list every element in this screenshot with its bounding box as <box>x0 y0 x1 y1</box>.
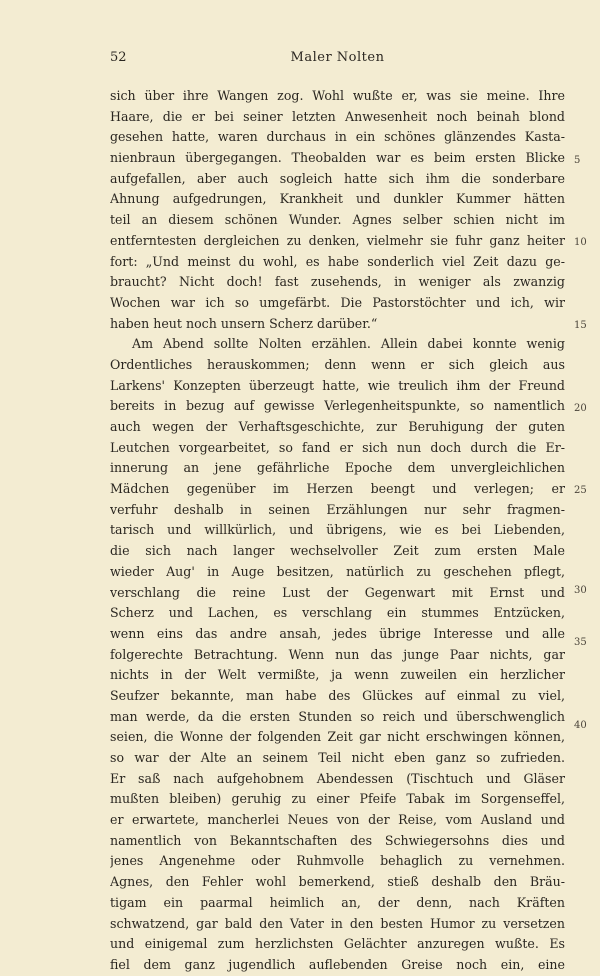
line-number-40: 40 <box>574 720 587 731</box>
text-line: Er saß nach aufgehobnem Abendessen (Tischtuch und Gläser <box>110 770 565 786</box>
text-line: man werde, da die ersten Stunden so reich und überschwenglich <box>110 708 565 724</box>
text-line: fiel dem ganz jugendlich auflebenden Greise noch ein, eine <box>110 956 565 972</box>
text-line: haben heut noch unsern Scherz darüber.“ <box>110 315 378 331</box>
text-line: Ordentliches herauskommen; denn wenn er sich gleich aus <box>110 356 565 372</box>
text-line: die sich nach langer wechselvoller Zeit zum ersten Male <box>110 543 565 559</box>
text-line: teil an diesem schönen Wunder. Agnes selber schien nicht im <box>110 212 565 228</box>
text-line: tarisch und willkürlich, und übrigens, wie es bei Liebenden, <box>110 522 565 538</box>
text-line: innerung an jene gefährliche Epoche dem unvergleichlichen <box>110 460 565 476</box>
text-line: auch wegen der Verhaftsgeschichte, zur Beruhigung der guten <box>110 419 565 434</box>
text-line: nienbraun übergegangen. Theobalden war es beim ersten Blicke <box>110 150 565 166</box>
text-line: so war der Alte an seinem Teil nicht eben ganz so zufrieden. <box>110 750 565 765</box>
line-number-25: 25 <box>574 485 587 496</box>
line-number-5: 5 <box>574 155 581 166</box>
page-header <box>110 50 565 70</box>
text-line: jenes Angenehme oder Ruhmvolle behaglich zu vernehmen. <box>110 853 565 869</box>
text-line: Scherz und Lachen, es verschlang ein stummes Entzücken, <box>110 605 565 621</box>
text-line: nichts in der Welt vermißte, ja wenn zuweilen ein herzlicher <box>110 667 565 683</box>
body-text <box>110 86 565 976</box>
text-line: verschlang die reine Lust der Gegenwart mit Ernst und <box>110 584 565 600</box>
text-line: Ahnung aufgedrungen, Krankheit und dunkler Kummer hätten <box>110 191 565 207</box>
text-line: entferntesten dergleichen zu denken, vielmehr sie fuhr ganz heiter <box>110 232 565 248</box>
text-line: tigam ein paarmal heimlich an, der denn, nach Kräften <box>110 894 565 910</box>
text-line: und einigemal zum herzlichsten Gelächter anzuregen wußte. Es <box>110 936 565 952</box>
text-line: folgerechte Betrachtung. Wenn nun das junge Paar nichts, gar <box>110 646 565 662</box>
text-line: braucht? Nicht doch! fast zusehends, in weniger als zwanzig <box>110 274 565 290</box>
text-line: Seufzer bekannte, man habe des Glückes auf einmal zu viel, <box>110 687 565 703</box>
line-number-35: 35 <box>574 637 587 648</box>
text-line: schwatzend, gar bald den Vater in den besten Humor zu versetzen <box>110 915 565 931</box>
line-number-20: 20 <box>574 403 587 414</box>
text-line: fort: „Und meinst du wohl, es habe sonderlich viel Zeit dazu ge- <box>110 253 565 269</box>
text-line: wenn eins das andre ansah, jedes übrige Interesse und alle <box>110 625 565 641</box>
text-line: gesehen hatte, waren durchaus in ein schönes glänzendes Kasta- <box>110 129 565 145</box>
text-line: aufgefallen, aber auch sogleich hatte sich ihm die sonderbare <box>110 170 565 186</box>
text-line: seien, die Wonne der folgenden Zeit gar nicht erschwingen können, <box>110 729 565 745</box>
text-line: bereits in bezug auf gewisse Verlegenheitspunkte, so namentlich <box>110 398 565 414</box>
running-title: Maler Nolten <box>290 50 385 65</box>
text-line: sich über ihre Wangen zog. Wohl wußte er, was sie meine. Ihre <box>110 88 565 103</box>
text-line: mußten bleiben) geruhig zu einer Pfeife Tabak im Sorgenseffel, <box>110 791 565 807</box>
text-line: Haare, die er bei seiner letzten Anwesenheit noch beinah blond <box>110 108 565 124</box>
text-line: Mädchen gegenüber im Herzen beengt und verlegen; er <box>110 481 565 497</box>
text-line: verfuhr deshalb in seinen Erzählungen nur sehr fragmen- <box>110 501 565 517</box>
text-line: er erwartete, mancherlei Neues von der Reise, vom Ausland und <box>110 812 565 828</box>
text-line: Am Abend sollte Nolten erzählen. Allein dabei konnte wenig <box>132 336 565 352</box>
line-number-15: 15 <box>574 320 587 331</box>
text-line: namentlich von Bekanntschaften des Schwiegersohns dies und <box>110 832 565 848</box>
text-line: Wochen war ich so umgefärbt. Die Pastorstöchter und ich, wir <box>110 294 565 310</box>
line-number-10: 10 <box>574 237 587 248</box>
text-line: Leutchen vorgearbeitet, so fand er sich nun doch durch die Er- <box>110 439 565 455</box>
line-number-30: 30 <box>574 585 587 596</box>
text-line: Larkens' Konzepten überzeugt hatte, wie treulich ihm der Freund <box>110 377 565 393</box>
text-line: wieder Aug' in Auge besitzen, natürlich zu geschehen pflegt, <box>110 563 565 579</box>
text-line: Agnes, den Fehler wohl bemerkend, stieß deshalb den Bräu- <box>110 874 565 890</box>
page-number: 52 <box>110 50 127 65</box>
